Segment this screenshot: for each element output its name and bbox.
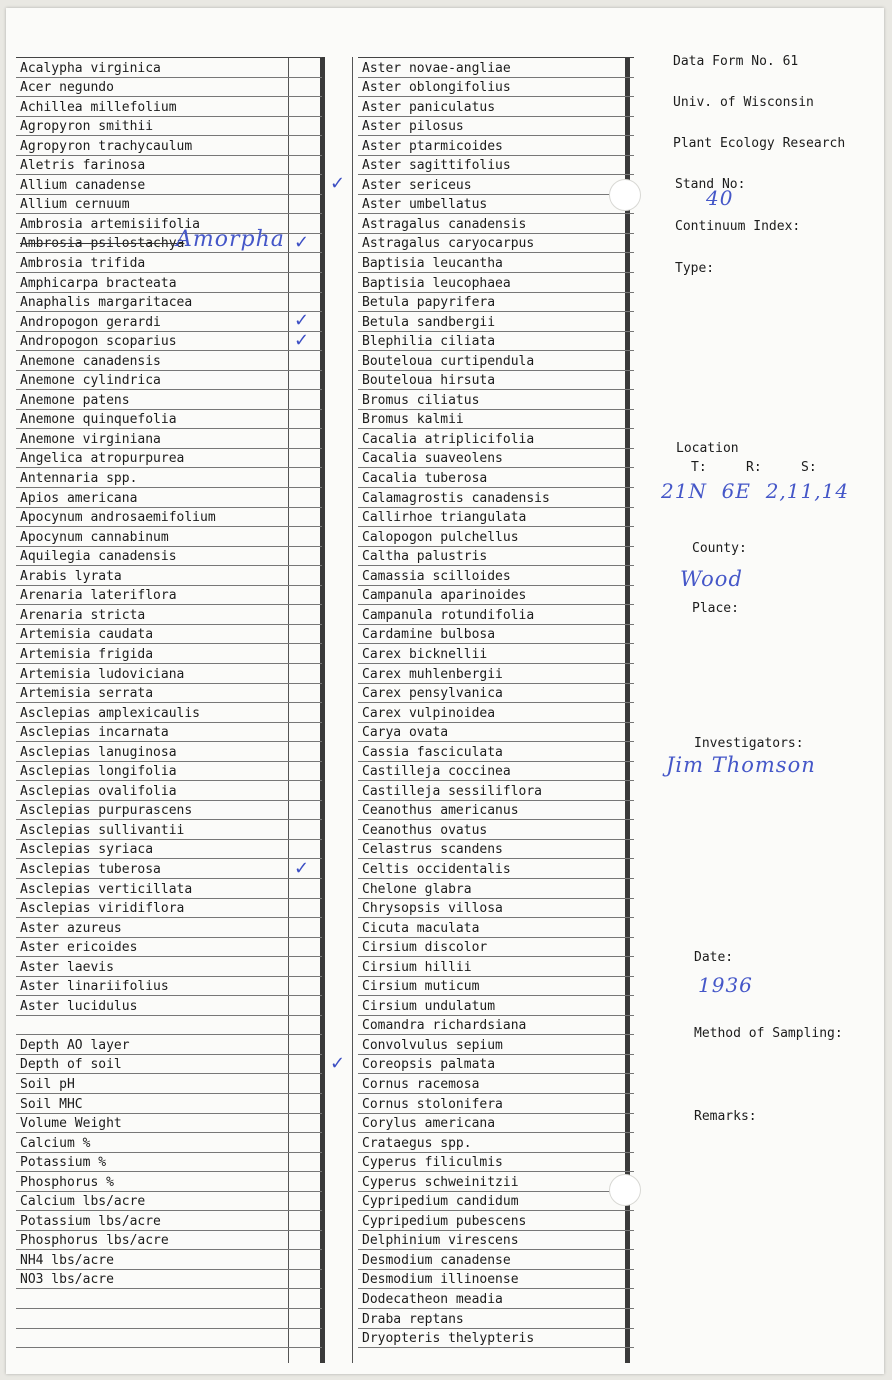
species-name: Aster oblongifolius	[362, 80, 511, 96]
species-name: Depth of soil	[20, 1057, 122, 1073]
species-row	[16, 329, 322, 352]
species-row	[16, 605, 322, 625]
species-name: Anaphalis margaritacea	[20, 295, 193, 311]
species-name: Celastrus scandens	[362, 842, 503, 858]
species-row	[16, 977, 322, 997]
species-row	[358, 899, 634, 919]
species-name: Angelica atropurpurea	[20, 451, 185, 467]
species-name: Asclepias purpurascens	[20, 803, 193, 819]
species-name: Allium cernuum	[20, 197, 130, 213]
species-row	[16, 1309, 322, 1329]
species-row	[16, 1133, 322, 1153]
species-row	[16, 273, 322, 293]
species-name: Aster sagittifolius	[362, 158, 511, 174]
method-of-sampling-label: Method of Sampling:	[694, 1026, 843, 1041]
species-row	[358, 996, 634, 1016]
species-row	[358, 429, 634, 449]
continuum-index-label: Continuum Index:	[675, 219, 801, 234]
species-row	[358, 1055, 634, 1075]
species-row	[358, 312, 634, 332]
species-name: Anemone quinquefolia	[20, 412, 177, 428]
species-name: Potassium lbs/acre	[20, 1213, 161, 1229]
species-name: Aster azureus	[20, 920, 122, 936]
species-name: Andropogon scoparius	[20, 334, 177, 350]
species-name: Calopogon pulchellus	[362, 529, 519, 545]
type-label: Type:	[675, 261, 715, 276]
species-name: Betula papyrifera	[362, 295, 496, 311]
species-name: Arabis lyrata	[20, 568, 122, 584]
species-row	[16, 468, 322, 488]
species-row	[16, 938, 322, 958]
species-row	[358, 820, 634, 840]
species-name: Artemisia serrata	[20, 686, 154, 702]
check-mark-icon: ✓	[294, 329, 310, 351]
species-row	[16, 547, 322, 567]
species-name: Cirsium hillii	[362, 959, 472, 975]
species-name: Artemisia frigida	[20, 646, 154, 662]
species-row	[16, 78, 322, 98]
species-name: Aster paniculatus	[362, 99, 496, 115]
species-name: Asclepias lanuginosa	[20, 744, 177, 760]
species-row	[16, 175, 322, 195]
species-row	[16, 1250, 322, 1270]
species-row	[16, 58, 322, 78]
binder-hole-top	[609, 179, 641, 211]
species-row	[358, 97, 634, 117]
species-row	[16, 1035, 322, 1055]
species-row	[16, 762, 322, 782]
species-name: Asclepias amplexicaulis	[20, 705, 201, 721]
species-row	[358, 351, 634, 371]
species-row	[358, 1192, 634, 1212]
species-row	[16, 723, 322, 743]
species-name: Astragalus caryocarpus	[362, 236, 535, 252]
species-name: Aster pilosus	[362, 119, 464, 135]
species-name: Cardamine bulbosa	[362, 627, 496, 643]
species-row	[358, 1094, 634, 1114]
species-name: Asclepias tuberosa	[20, 861, 161, 877]
species-name: Achillea millefolium	[20, 99, 177, 115]
species-name: Campanula aparinoides	[362, 588, 527, 604]
date-value: 1936	[698, 973, 753, 997]
species-row	[358, 1133, 634, 1153]
species-row	[16, 1094, 322, 1114]
species-name: Bromus kalmii	[362, 412, 464, 428]
location-value: 21N 6E 2,11,14	[661, 479, 850, 503]
species-row	[358, 136, 634, 156]
species-row	[358, 684, 634, 704]
species-name: Allium canadense	[20, 177, 146, 193]
species-row	[16, 117, 322, 137]
species-row	[358, 1309, 634, 1329]
species-name: Bouteloua hirsuta	[362, 373, 496, 389]
species-row	[358, 156, 634, 176]
species-name: Aquilegia canadensis	[20, 549, 177, 565]
species-row	[358, 273, 634, 293]
species-name: Cypripedium pubescens	[362, 1213, 527, 1229]
species-name: Carex pensylvanica	[362, 686, 503, 702]
species-name: Artemisia caudata	[20, 627, 154, 643]
species-name: Corylus americana	[362, 1116, 496, 1132]
check-mark-icon: ✓	[330, 173, 346, 195]
form-title: Data Form No. 61	[673, 54, 799, 69]
species-row	[16, 1329, 322, 1349]
species-name: Calcium lbs/acre	[20, 1194, 146, 1210]
species-row	[16, 293, 322, 313]
species-name: Cacalia atriplicifolia	[362, 431, 535, 447]
place-label: Place:	[692, 601, 739, 616]
species-row	[16, 957, 322, 977]
species-name: Baptisia leucophaea	[362, 275, 511, 291]
species-name: Calcium %	[20, 1135, 91, 1151]
species-row	[16, 644, 322, 664]
species-row	[16, 1192, 322, 1212]
species-row	[358, 1289, 634, 1309]
species-name: Cirsium undulatum	[362, 998, 496, 1014]
species-row	[16, 1289, 322, 1309]
species-row	[16, 801, 322, 821]
species-name: Carya ovata	[362, 725, 449, 741]
species-row	[358, 371, 634, 391]
university-label: Univ. of Wisconsin	[673, 95, 814, 110]
species-row	[358, 410, 634, 430]
species-row	[16, 410, 322, 430]
species-name: Campanula rotundifolia	[362, 607, 535, 623]
species-name: Asclepias verticillata	[20, 881, 193, 897]
species-name: Crataegus spp.	[362, 1135, 472, 1151]
species-row	[358, 78, 634, 98]
department-label: Plant Ecology Research	[673, 136, 846, 151]
species-name: Caltha palustris	[362, 549, 488, 565]
species-name: Cornus racemosa	[362, 1076, 480, 1092]
species-name: Cypripedium candidum	[362, 1194, 519, 1210]
species-name: Dodecatheon meadia	[362, 1292, 503, 1307]
species-name: Cirsium muticum	[362, 979, 480, 995]
species-row	[16, 566, 322, 586]
species-row	[16, 625, 322, 645]
species-row	[358, 332, 634, 352]
species-name: Desmodium illinoense	[362, 1272, 519, 1288]
species-row	[16, 859, 322, 879]
species-name: Apocynum cannabinum	[20, 529, 169, 545]
species-name: Cyperus schweinitzii	[362, 1174, 519, 1190]
species-row	[358, 723, 634, 743]
stand-no-value: 40	[706, 186, 734, 210]
species-name: Phosphorus lbs/acre	[20, 1233, 169, 1249]
species-name: Callirhoe triangulata	[362, 510, 527, 526]
species-row	[358, 214, 634, 234]
species-name: Bouteloua curtipendula	[362, 353, 535, 369]
binder-hole-bottom	[609, 1174, 641, 1206]
species-name: Chrysopsis villosa	[362, 901, 503, 917]
species-name: Ceanothus ovatus	[362, 822, 488, 838]
species-name: Cassia fasciculata	[362, 744, 503, 760]
species-row	[16, 390, 322, 410]
species-row	[358, 1035, 634, 1055]
investigators-label: Investigators:	[694, 736, 804, 751]
stand-no-label: Stand No:	[675, 177, 746, 192]
species-name: Amphicarpa bracteata	[20, 275, 177, 291]
species-row	[16, 351, 322, 371]
species-name: Anemone canadensis	[20, 353, 161, 369]
species-name: Convolvulus sepium	[362, 1037, 503, 1053]
species-row	[16, 1016, 322, 1036]
species-row	[16, 840, 322, 860]
species-row	[358, 625, 634, 645]
species-row	[358, 742, 634, 762]
species-name: Arenaria lateriflora	[20, 588, 177, 604]
species-row	[358, 547, 634, 567]
species-name: Castilleja coccinea	[362, 764, 511, 780]
species-row	[358, 879, 634, 899]
species-row	[358, 175, 634, 195]
check-mark-icon: ✓	[294, 310, 310, 332]
species-name: Desmodium canadense	[362, 1252, 511, 1268]
species-row	[16, 1172, 322, 1192]
species-name: Antennaria spp.	[20, 471, 138, 487]
species-row	[16, 996, 322, 1016]
species-name: Aster ptarmicoides	[362, 138, 503, 154]
species-row	[358, 253, 634, 273]
species-row	[358, 781, 634, 801]
check-mark-icon: ✓	[294, 231, 310, 253]
species-name: Chelone glabra	[362, 881, 472, 897]
species-row	[358, 644, 634, 664]
species-row	[358, 58, 634, 78]
species-name: Ambrosia artemisiifolia	[20, 216, 201, 232]
species-row	[358, 762, 634, 782]
species-row	[358, 117, 634, 137]
data-form-sheet	[6, 8, 884, 1374]
species-name: Delphinium virescens	[362, 1233, 519, 1249]
species-row	[16, 449, 322, 469]
species-name: Aster laevis	[20, 959, 114, 975]
species-row	[16, 97, 322, 117]
species-row	[358, 1016, 634, 1036]
township-label: T:	[691, 460, 707, 475]
species-name: Anemone patens	[20, 392, 130, 408]
species-name: Asclepias ovalifolia	[20, 783, 177, 799]
species-name: Asclepias incarnata	[20, 725, 169, 741]
species-row	[358, 1153, 634, 1173]
species-row	[16, 312, 322, 332]
species-name: Cacalia suaveolens	[362, 451, 503, 467]
species-name: Aster linariifolius	[20, 979, 169, 995]
species-row	[16, 371, 322, 391]
species-name: Cicuta maculata	[362, 920, 480, 936]
species-row	[358, 508, 634, 528]
location-label: Location	[676, 441, 739, 456]
species-row	[358, 840, 634, 860]
species-row	[358, 1250, 634, 1270]
species-row	[16, 899, 322, 919]
species-name: Depth AO layer	[20, 1037, 130, 1053]
species-row	[16, 684, 322, 704]
species-row	[358, 605, 634, 625]
species-name: Aster ericoides	[20, 940, 138, 956]
species-name: Carex bicknellii	[362, 646, 488, 662]
county-value: Wood	[680, 567, 743, 591]
species-row	[16, 1055, 322, 1075]
species-name: Potassium %	[20, 1155, 107, 1171]
species-row	[358, 566, 634, 586]
range-label: R:	[746, 460, 762, 475]
species-name: Carex muhlenbergii	[362, 666, 503, 682]
species-name: Ambrosia trifida	[20, 256, 146, 272]
date-label: Date:	[694, 950, 734, 965]
handwritten-amorpha: Amorpha	[176, 227, 285, 252]
species-name: Ambrosia psilostachya	[20, 236, 185, 252]
species-name: Asclepias syriaca	[20, 842, 154, 858]
species-row	[16, 781, 322, 801]
species-name: Betula sandbergii	[362, 314, 496, 330]
species-row	[358, 1172, 634, 1192]
species-row	[16, 820, 322, 840]
species-name: Aster umbellatus	[362, 197, 488, 213]
species-row	[16, 136, 322, 156]
section-label: S:	[801, 460, 817, 475]
species-name: Cyperus filiculmis	[362, 1155, 503, 1171]
species-name: Andropogon gerardi	[20, 314, 161, 330]
species-name: Acalypha virginica	[20, 60, 161, 76]
species-name: Camassia scilloides	[362, 568, 511, 584]
remarks-label: Remarks:	[694, 1109, 757, 1124]
species-name: Cornus stolonifera	[362, 1096, 503, 1112]
species-name: Celtis occidentalis	[362, 861, 511, 877]
species-row	[16, 156, 322, 176]
species-row	[16, 253, 322, 273]
species-row	[358, 527, 634, 547]
species-row	[16, 742, 322, 762]
species-row	[358, 488, 634, 508]
species-row	[358, 918, 634, 938]
species-name: Asclepias sullivantii	[20, 822, 185, 838]
county-label: County:	[692, 541, 747, 556]
species-row	[16, 879, 322, 899]
check-mark-icon: ✓	[330, 1053, 346, 1075]
species-row	[358, 1074, 634, 1094]
species-name: NO3 lbs/acre	[20, 1272, 114, 1288]
species-name: Asclepias longifolia	[20, 764, 177, 780]
investigators-value: Jim Thomson	[666, 753, 816, 777]
species-name: Blephilia ciliata	[362, 334, 496, 350]
column-b-check-divider	[352, 57, 353, 1363]
species-name: Cacalia tuberosa	[362, 471, 488, 487]
species-name: NH4 lbs/acre	[20, 1252, 114, 1268]
species-name: Aster novae-angliae	[362, 60, 511, 76]
species-row	[358, 977, 634, 997]
species-name: Cirsium discolor	[362, 940, 488, 956]
check-mark-icon: ✓	[294, 857, 310, 879]
species-row	[358, 449, 634, 469]
species-name: Aster sericeus	[362, 177, 472, 193]
species-name: Anemone virginiana	[20, 431, 161, 447]
species-row	[358, 586, 634, 606]
species-name: Soil MHC	[20, 1096, 83, 1112]
species-row	[358, 234, 634, 254]
species-row	[16, 527, 322, 547]
species-name: Draba reptans	[362, 1311, 464, 1327]
species-row	[358, 195, 634, 215]
species-row	[358, 957, 634, 977]
species-row	[16, 918, 322, 938]
species-name: Ceanothus americanus	[362, 803, 519, 819]
species-name: Comandra richardsiana	[362, 1018, 527, 1034]
species-row	[16, 429, 322, 449]
species-row	[358, 468, 634, 488]
species-name: Agropyron trachycaulum	[20, 138, 193, 154]
species-name: Carex vulpinoidea	[362, 705, 496, 721]
species-name: Apios americana	[20, 490, 138, 506]
species-row	[16, 703, 322, 723]
species-row	[358, 1270, 634, 1290]
species-name: Phosphorus %	[20, 1174, 114, 1190]
species-name: Acer negundo	[20, 80, 114, 96]
species-name: Calamagrostis canadensis	[362, 490, 550, 506]
species-row	[16, 195, 322, 215]
species-name: Aster lucidulus	[20, 998, 138, 1014]
species-name: Asclepias viridiflora	[20, 901, 185, 917]
species-row	[16, 1231, 322, 1251]
species-row	[358, 1329, 634, 1349]
species-row	[16, 1114, 322, 1134]
species-row	[16, 1211, 322, 1231]
species-row	[16, 1074, 322, 1094]
species-row	[358, 938, 634, 958]
species-row	[358, 801, 634, 821]
species-row	[358, 1114, 634, 1134]
species-row	[358, 1231, 634, 1251]
species-row	[16, 664, 322, 684]
species-row	[358, 293, 634, 313]
species-row	[358, 664, 634, 684]
species-name: Dryopteris thelypteris	[362, 1331, 535, 1347]
species-name: Apocynum androsaemifolium	[20, 510, 216, 526]
species-name: Coreopsis palmata	[362, 1057, 496, 1073]
species-name: Castilleja sessiliflora	[362, 783, 543, 799]
species-name: Artemisia ludoviciana	[20, 666, 185, 682]
species-row	[16, 508, 322, 528]
species-name: Soil pH	[20, 1076, 75, 1092]
species-name: Astragalus canadensis	[362, 216, 527, 232]
species-row	[16, 1270, 322, 1290]
species-column-b	[358, 57, 634, 1348]
species-row	[358, 859, 634, 879]
species-row	[358, 390, 634, 410]
species-name: Volume Weight	[20, 1116, 122, 1132]
species-name: Bromus ciliatus	[362, 392, 480, 408]
species-name: Baptisia leucantha	[362, 256, 503, 272]
species-name: Anemone cylindrica	[20, 373, 161, 389]
species-name: Aletris farinosa	[20, 158, 146, 174]
species-row	[16, 488, 322, 508]
species-name: Arenaria stricta	[20, 607, 146, 623]
species-row	[358, 703, 634, 723]
species-row	[16, 586, 322, 606]
species-name: Agropyron smithii	[20, 119, 154, 135]
species-row	[16, 1153, 322, 1173]
species-row	[358, 1211, 634, 1231]
